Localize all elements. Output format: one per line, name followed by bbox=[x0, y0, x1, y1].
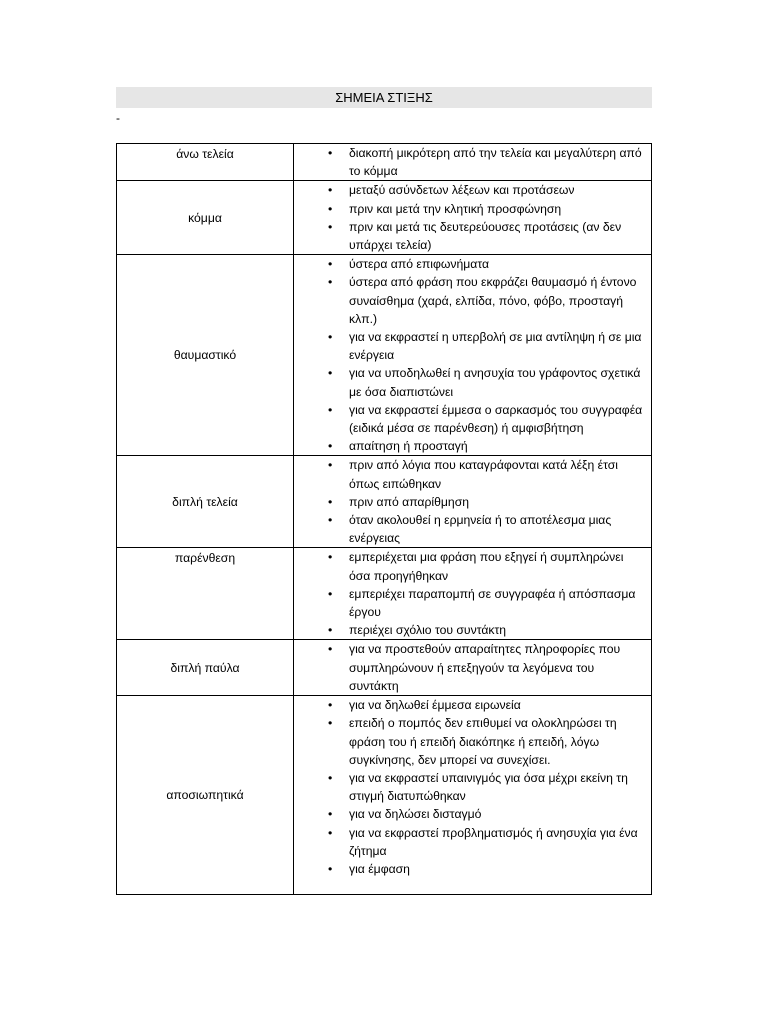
list-item: • εμπεριέχεται μια φράση που εξηγεί ή συμπληρώνει όσα προηγήθηκαν bbox=[294, 548, 645, 584]
list-item: • πριν από λόγια που καταγράφονται κατά λέξη έτσι όπως ειπώθηκαν bbox=[294, 456, 645, 492]
list-item: • πριν και μετά την κλητική προσφώνηση bbox=[294, 200, 645, 218]
list-item: • απαίτηση ή προσταγή bbox=[294, 437, 645, 455]
mark-name: διπλή τελεία bbox=[117, 456, 294, 548]
table-row bbox=[117, 548, 652, 640]
list-item: • πριν και μετά τις δευτερεύουσες προτάσεις (αν δεν υπάρχει τελεία) bbox=[294, 218, 645, 254]
table-row bbox=[117, 640, 652, 696]
mark-uses bbox=[294, 456, 652, 548]
list-item: • για έμφαση bbox=[294, 860, 645, 878]
list-item: • επειδή ο πομπός δεν επιθυμεί να ολοκληρώσει τη φράση του ή επειδή διακόπηκε ή επειδή, λόγω συγκίνησης, δεν μπορεί να συνεχίσει. bbox=[294, 714, 645, 769]
list-item: • περιέχει σχόλιο του συντάκτη bbox=[294, 621, 645, 639]
list-item: • για να εκφραστεί υπαινιγμός για όσα μέχρι εκείνη τη στιγμή διατυπώθηκαν bbox=[294, 769, 645, 805]
mark-uses bbox=[294, 181, 652, 255]
table-row bbox=[117, 456, 652, 548]
mark-uses bbox=[294, 640, 652, 696]
list-item: • για να εκφραστεί προβληματισμός ή ανησυχία για ένα ζήτημα bbox=[294, 824, 645, 860]
list-item: • πριν από απαρίθμηση bbox=[294, 493, 645, 511]
mark-name: παρένθεση bbox=[117, 548, 294, 640]
list-item: • όταν ακολουθεί η ερμηνεία ή το αποτέλεσμα μιας ενέργειας bbox=[294, 511, 645, 547]
punctuation-table bbox=[116, 143, 652, 895]
mark-uses bbox=[294, 696, 652, 895]
table-row bbox=[117, 181, 652, 255]
mark-name: θαυμαστικό bbox=[117, 255, 294, 456]
list-item: • ύστερα από επιφωνήματα bbox=[294, 255, 645, 273]
stray-dash: - bbox=[116, 111, 120, 125]
list-item: • μεταξύ ασύνδετων λέξεων και προτάσεων bbox=[294, 181, 645, 199]
mark-name: διπλή παύλα bbox=[117, 640, 294, 696]
page-title: ΣΗΜΕΙΑ ΣΤΙΞΗΣ bbox=[116, 87, 652, 108]
mark-uses bbox=[294, 255, 652, 456]
list-item: • εμπεριέχει παραπομπή σε συγγραφέα ή απόσπασμα έργου bbox=[294, 585, 645, 621]
list-item: • για να δηλώσει δισταγμό bbox=[294, 805, 645, 823]
table-row bbox=[117, 696, 652, 895]
mark-name: άνω τελεία bbox=[117, 144, 294, 181]
table-row bbox=[117, 144, 652, 181]
list-item: • για να εκφραστεί η υπερβολή σε μια αντίληψη ή σε μια ενέργεια bbox=[294, 328, 645, 364]
mark-uses bbox=[294, 548, 652, 640]
mark-name: αποσιωπητικά bbox=[117, 696, 294, 895]
list-item: • ύστερα από φράση που εκφράζει θαυμασμό ή έντονο συναίσθημα (χαρά, ελπίδα, πόνο, φόβο, προσταγή κλπ.) bbox=[294, 273, 645, 328]
mark-name: κόμμα bbox=[117, 181, 294, 255]
mark-uses bbox=[294, 144, 652, 181]
list-item: • διακοπή μικρότερη από την τελεία και μεγαλύτερη από το κόμμα bbox=[294, 144, 645, 180]
list-item: • για να εκφραστεί έμμεσα ο σαρκασμός του συγγραφέα (ειδικά μέσα σε παρένθεση) ή αμφισβήτηση bbox=[294, 401, 645, 437]
table-row bbox=[117, 255, 652, 456]
list-item: • για να δηλωθεί έμμεσα ειρωνεία bbox=[294, 696, 645, 714]
list-item: • για να προστεθούν απαραίτητες πληροφορίες που συμπληρώνουν ή επεξηγούν τα λεγόμενα του συντάκτη bbox=[294, 640, 645, 695]
list-item: • για να υποδηλωθεί η ανησυχία του γράφοντος σχετικά με όσα διαπιστώνει bbox=[294, 364, 645, 400]
